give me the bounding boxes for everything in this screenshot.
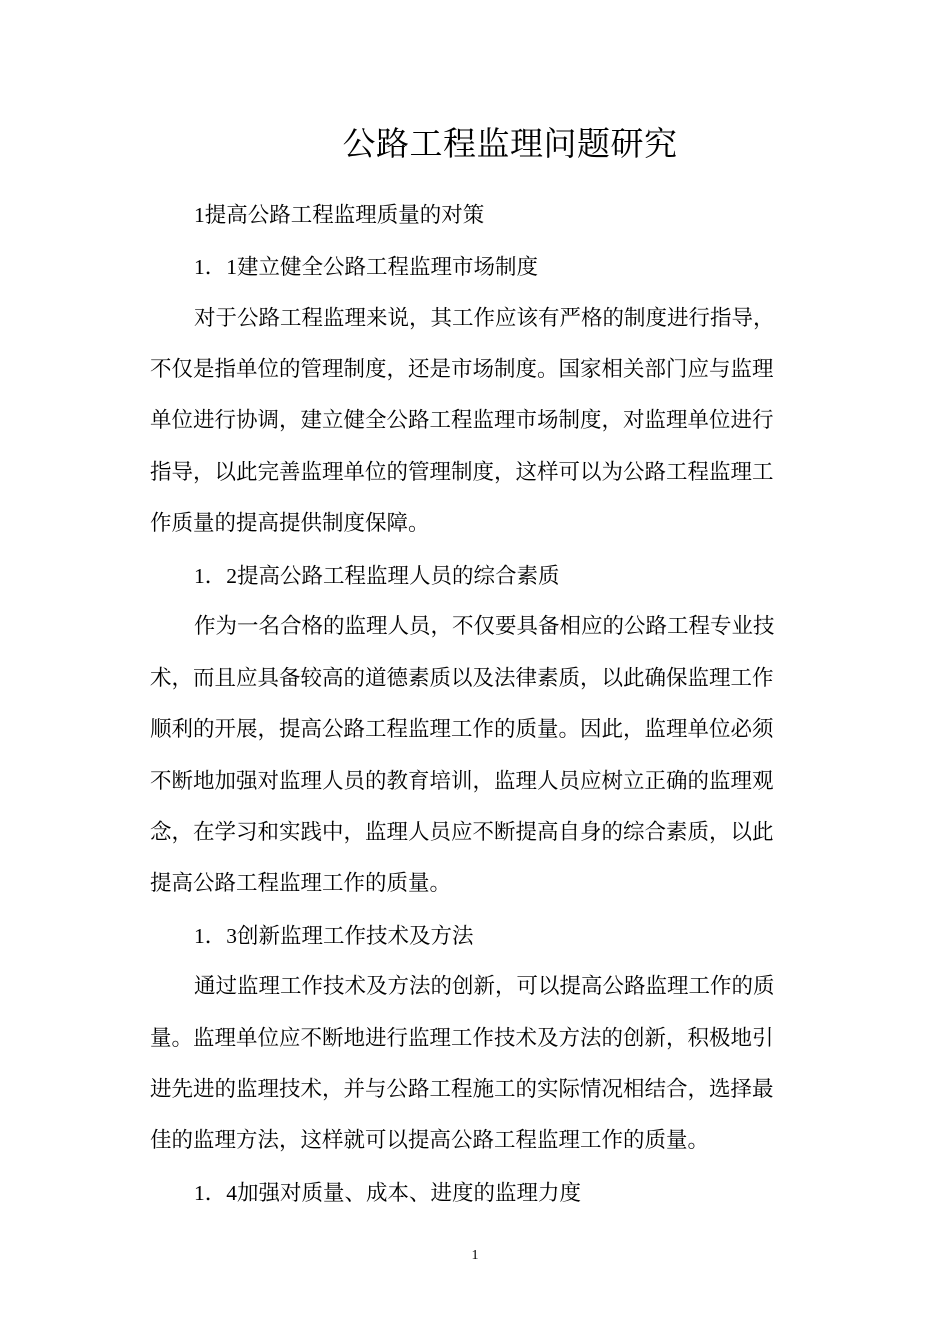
subsection-number: 1．3 [194, 924, 238, 948]
subsection-number: 1．2 [194, 564, 238, 588]
subsection-heading [194, 921, 844, 952]
paragraph-line: 术，而且应具备较高的道德素质以及法律素质，以此确保监理工作 [150, 666, 774, 691]
paragraph-line: 作为一名合格的监理人员，不仅要具备相应的公路工程专业技 [194, 614, 775, 639]
subsection-number: 1．4 [194, 1181, 238, 1205]
paragraph-line: 指导，以此完善监理单位的管理制度，这样可以为公路工程监理工 [150, 460, 774, 485]
subsection-heading-text: 建立健全公路工程监理市场制度 [237, 255, 539, 280]
subsection-heading-text: 提高公路工程监理人员的综合素质 [237, 564, 560, 589]
paragraph-line: 进先进的监理技术，并与公路工程施工的实际情况相结合，选择最 [150, 1077, 774, 1102]
paragraph-line: 不断地加强对监理人员的教育培训，监理人员应树立正确的监理观 [150, 769, 774, 794]
section-heading-text: 提高公路工程监理质量的对策 [204, 203, 485, 228]
subsection-heading-text: 创新监理工作技术及方法 [237, 924, 474, 949]
paragraph-line: 顺利的开展，提高公路工程监理工作的质量。因此，监理单位必须 [150, 717, 774, 742]
paragraph-line: 佳的监理方法，这样就可以提高公路工程监理工作的质量。 [150, 1128, 710, 1153]
paragraph-line: 作质量的提高提供制度保障。 [150, 511, 430, 536]
paragraph-line: 对于公路工程监理来说，其工作应该有严格的制度进行指导， [194, 306, 775, 331]
section-number: 1 [194, 203, 205, 227]
paragraph-line: 提高公路工程监理工作的质量。 [150, 871, 452, 896]
subsection-heading-text: 加强对质量、成本、进度的监理力度 [237, 1181, 582, 1206]
page-number: 1 [471, 1248, 479, 1263]
paragraph-line: 通过监理工作技术及方法的创新，可以提高公路监理工作的质 [194, 974, 775, 999]
paragraph-line: 不仅是指单位的管理制度，还是市场制度。国家相关部门应与监理 [150, 357, 774, 382]
paragraph-line: 念，在学习和实践中，监理人员应不断提高自身的综合素质，以此 [150, 820, 774, 845]
subsection-number: 1．1 [194, 255, 238, 279]
section-heading [194, 200, 844, 231]
paragraph-line: 量。监理单位应不断地进行监理工作技术及方法的创新，积极地引 [150, 1026, 774, 1051]
subsection-heading [194, 252, 844, 283]
page-title: 公路工程监理问题研究 [342, 124, 678, 163]
subsection-heading [194, 1178, 844, 1209]
subsection-heading [194, 561, 844, 592]
paragraph-line: 单位进行协调，建立健全公路工程监理市场制度，对监理单位进行 [150, 408, 774, 433]
